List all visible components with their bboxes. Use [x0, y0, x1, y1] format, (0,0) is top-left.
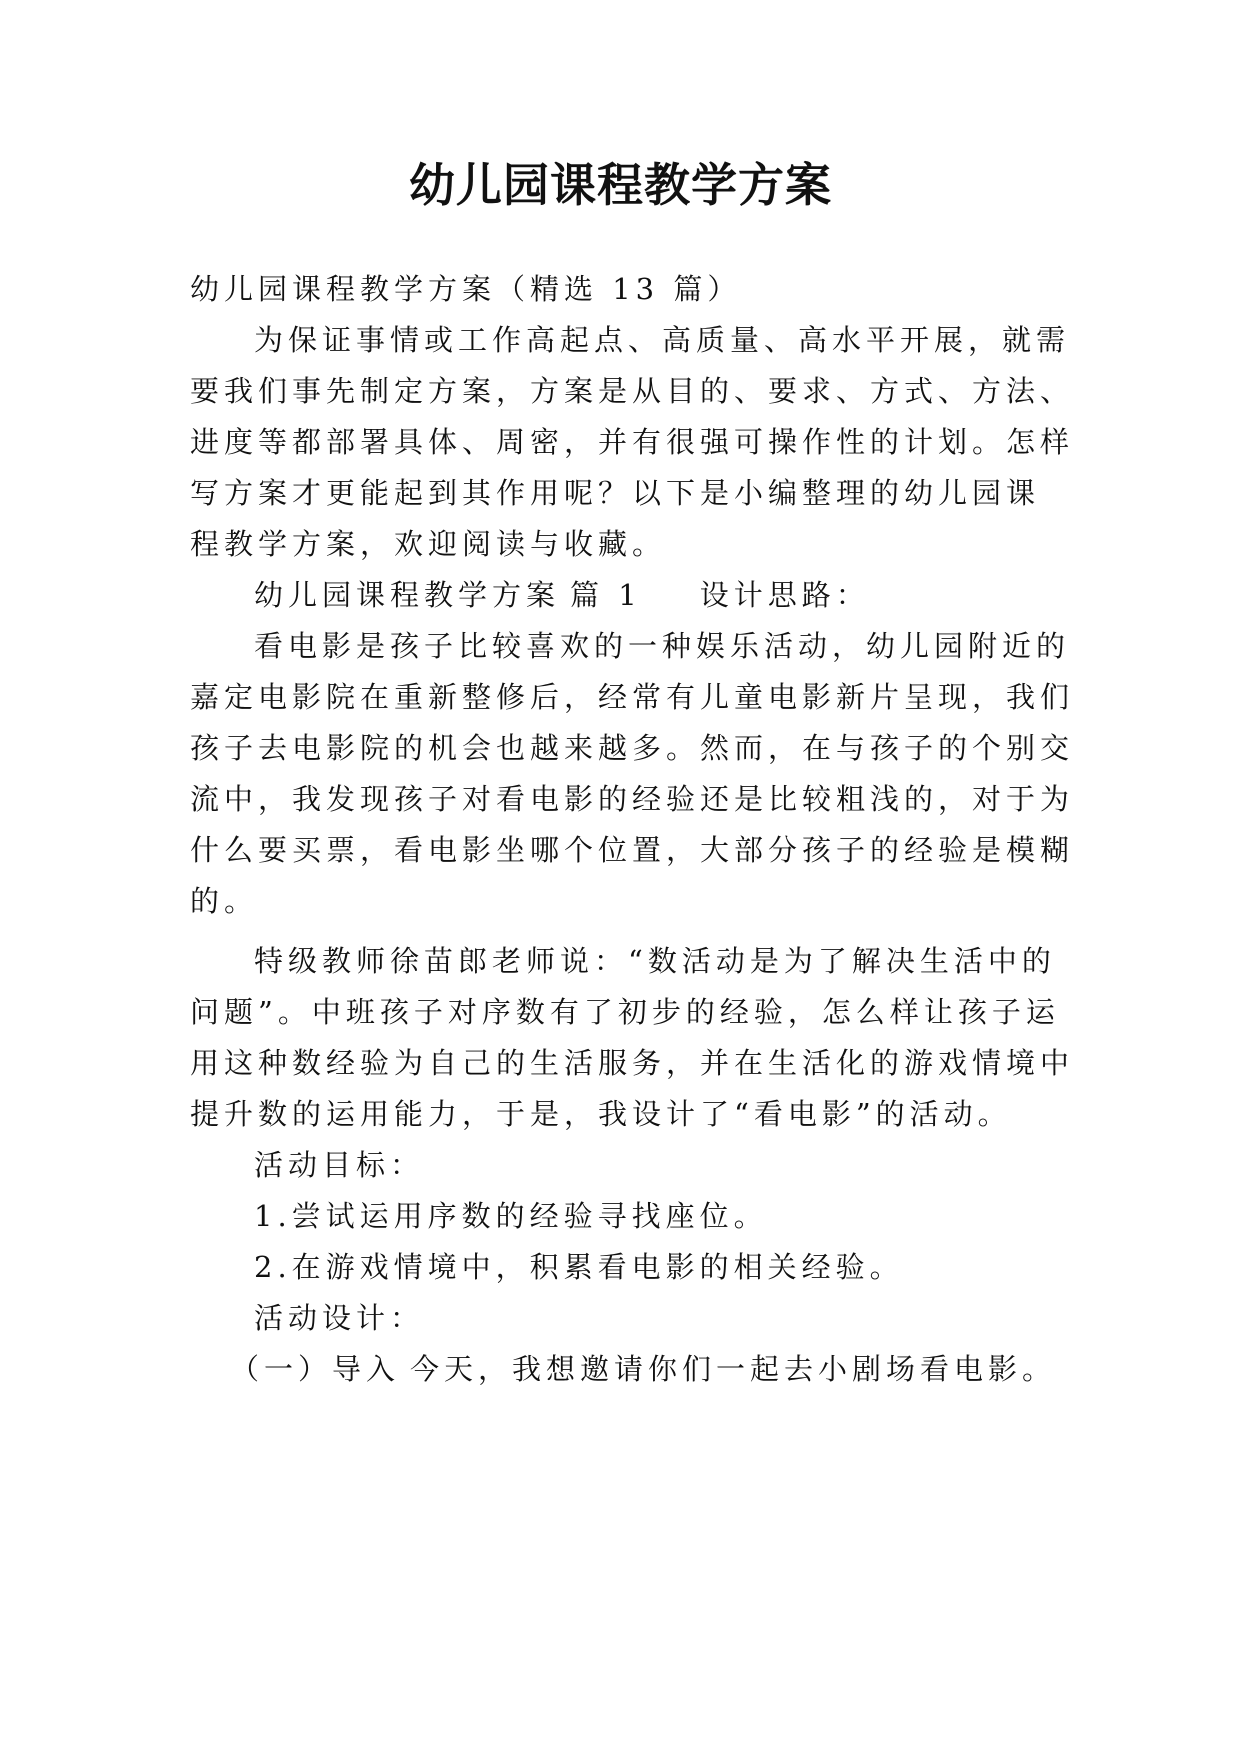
design-line: 看电影是孩子比较喜欢的一种娱乐活动，幼儿园附近的 [254, 629, 1071, 663]
goals-label: 活动目标： [254, 1148, 425, 1182]
section-heading-title: 幼儿园课程教学方案 [254, 578, 561, 612]
intro-line: 要我们事先制定方案，方案是从目的、要求、方式、方法、 [190, 374, 1075, 408]
design-line: 的。 [190, 884, 259, 918]
step-label: （一）导入 [230, 1352, 401, 1386]
intro-line: 进度等都部署具体、周密，并有很强可操作性的计划。怎样 [190, 425, 1075, 459]
intro-line: 写方案才更能起到其作用呢？以下是小编整理的幼儿园课 [190, 476, 1041, 510]
goal-item: 1.尝试运用序数的经验寻找座位。 [254, 1199, 768, 1233]
design-line: 嘉定电影院在重新整修后，经常有儿童电影新片呈现，我们 [190, 680, 1075, 714]
document-subtitle: 幼儿园课程教学方案（精选 13 篇） [190, 272, 742, 306]
intro-line: 程教学方案，欢迎阅读与收藏。 [190, 527, 667, 561]
step-line [230, 1349, 1056, 1389]
design-line: 问题”。中班孩子对序数有了初步的经验，怎么样让孩子运 [190, 995, 1060, 1029]
design-line: 孩子去电影院的机会也越来越多。然而，在与孩子的个别交 [190, 731, 1075, 765]
step-text: 今天，我想邀请你们一起去小剧场看电影。 [410, 1352, 1057, 1386]
design-label: 活动设计： [254, 1301, 425, 1335]
section-heading-number: 篇 1 [570, 578, 642, 612]
intro-line: 为保证事情或工作高起点、高质量、高水平开展，就需 [254, 323, 1071, 357]
goal-item: 2.在游戏情境中，积累看电影的相关经验。 [254, 1250, 904, 1284]
design-line: 用这种数经验为自己的生活服务，并在生活化的游戏情境中 [190, 1046, 1075, 1080]
design-line: 什么要买票，看电影坐哪个位置，大部分孩子的经验是模糊 [190, 833, 1075, 867]
page-title: 幼儿园课程教学方案 [409, 158, 832, 212]
section-heading [254, 575, 870, 615]
design-line: 特级教师徐苗郎老师说：“数活动是为了解决生活中的 [254, 944, 1056, 978]
design-line: 提升数的运用能力，于是，我设计了“看电影”的活动。 [190, 1097, 1012, 1131]
design-line: 流中，我发现孩子对看电影的经验还是比较粗浅的，对于为 [190, 782, 1075, 816]
section-heading-label: 设计思路： [699, 578, 870, 612]
